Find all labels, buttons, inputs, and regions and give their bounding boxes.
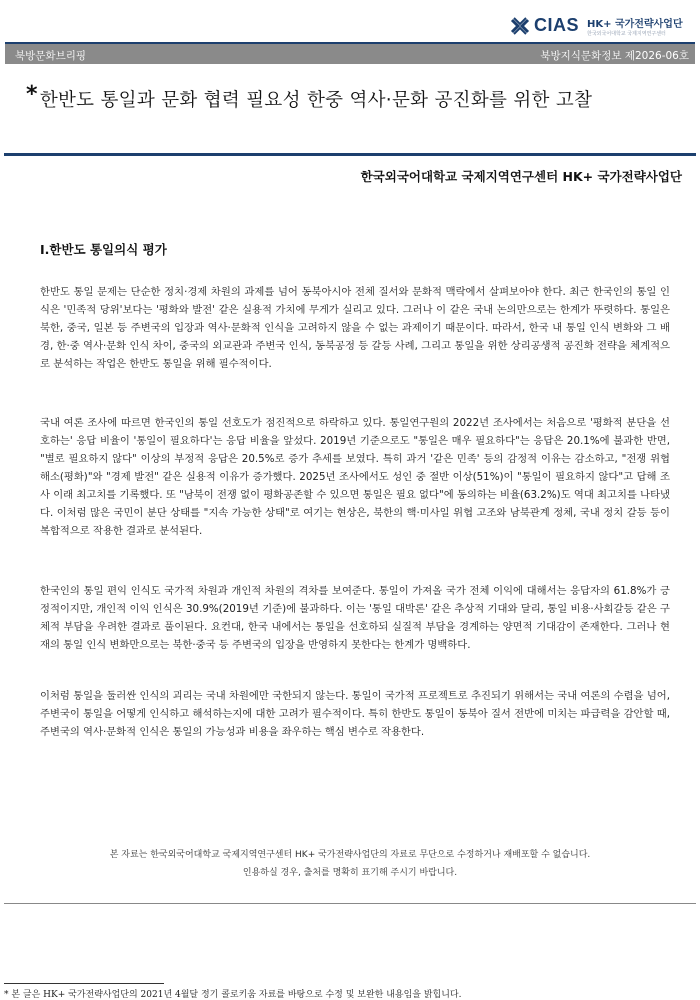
paragraph-1: 한반도 통일 문제는 단순한 정치·경제 차원의 과제를 넘어 동북아시아 전체 질서와 문화적 맥락에서 살펴보아야 한다. 최근 한국인의 통일 인식은 '민족적 당위'보다는 '평화와 발전' 같은 실용적 가치에 무게가 실리고 있다. 그러나 이 같은 국내 논의만으로는 한계가 뚜렷하다. 통일은 북한, 중국, 일본 등 주변국의 입장과 역사·문화적 인식을 고려하지 않을 수 없는 과제이기 때문이다. 따라서, 한국 내 통일 인식 변화와 그 배경, 한·중 역사·문화 인식 차이, 중국의 외교관과 주변국 인식, 동북공정 등 갈등 사례, 그리고 통일을 위한 상리공생적 공진화 전략을 체계적으로 분석하는 작업은 한반도 통일을 위해 필수적이다. [40, 286, 670, 370]
series-name: 북방문화브리핑 [15, 50, 87, 62]
cias-logo [508, 12, 688, 42]
paragraph-4: 이처럼 통일을 둘러싼 인식의 괴리는 국내 차원에만 국한되지 않는다. 통일이 국가적 프로젝트로 추진되기 위해서는 국내 여론의 수렴을 넘어, 주변국이 통일을 어떻게 인식하고 해석하는지에 대한 고려가 필수적이다. 특히 한반도 통일이 동북아 질서 전반에 미치는 파급력을 감안할 때, 주변국의 역사·문화적 인식은 통일의 가능성과 비용을 좌우하는 핵심 변수로 작용한다. [40, 690, 670, 738]
footnote: * 본 글은 HK+ 국가전략사업단의 2021년 4월달 정기 콜로키움 자료를 바탕으로 수정 및 보완한 내용임을 밝힙니다. [4, 990, 462, 1000]
logo-name: HK+ 국가전략사업단 [587, 19, 683, 30]
author-line: 한국외국어대학교 국제지역연구센터 HK+ 국가전략사업단 [360, 169, 682, 184]
notice-line-1: 본 자료는 한국외국어대학교 국제지역연구센터 HK+ 국가전략사업단의 자료로 무단으로 수정하거나 재배포할 수 없습니다. [109, 850, 591, 860]
paragraph-2: 국내 여론 조사에 따르면 한국인의 통일 선호도가 점진적으로 하락하고 있다. 통일연구원의 2022년 조사에서는 처음으로 '평화적 분단을 선호하는' 응답 비율이 '통일이 필요하다'는 응답 비율을 앞섰다. 2019년 기준으로도 "통일은 매우 필요하다"는 응답은 20.1%에 불과한 반면, "별로 필요하지 않다" 이상의 부정적 응답은 20.5%로 증가 추세를 보였다. 특히 과거 '같은 민족' 등의 감정적 이유는 감소하고, "전쟁 위협 해소(평화)"와 "경제 발전" 같은 실용적 이유가 증가했다. 2025년 조사에서도 성인 중 절반 이상(51%)이 "통일이 필요하지 않다"고 답해 조사 이래 최고치를 기록했다. 또 "남북이 전쟁 없이 평화공존할 수 있으면 통일은 필요 없다"에 동의하는 비율(63.2%)도 역대 최고치를 나타냈다. 이처럼 많은 국민이 분단 상태를 "지속 가능한 상태"로 여기는 현상은, 북한의 핵·미사일 위협 고조와 남북관계 정체, 국내 정치 갈등 등이 복합적으로 작용한 결과로 분석된다. [40, 417, 670, 537]
notice-line-2: 인용하실 경우, 출처를 명확히 표기해 주시기 바랍니다. [242, 868, 458, 878]
issue-number: 북방지식문화정보 제2026-06호 [540, 50, 689, 62]
title-text: 한반도 통일과 문화 협력 필요성 한중 역사·문화 공진화를 위한 고찰 [39, 90, 593, 111]
logo-brand: CIAS [534, 15, 580, 35]
section-heading: Ⅰ.한반도 통일의식 평가 [40, 242, 167, 257]
page-title [26, 82, 686, 112]
notice-divider [4, 903, 696, 904]
cias-emblem-icon [508, 14, 532, 38]
title-footnote-marker: * [26, 82, 38, 107]
footnote-rule [4, 983, 164, 984]
paragraph-3: 한국인의 통일 편익 인식도 국가적 차원과 개인적 차원의 격차를 보여준다. 통일이 가져올 국가 전체 이익에 대해서는 응답자의 61.8%가 긍정적이지만, 개인적 이익 인식은 30.9%(2019년 기준)에 불과하다. 이는 '통일 대박론' 같은 추상적 기대와 달리, 통일 비용·사회갈등 같은 구체적 부담을 우려한 결과로 풀이된다. 요컨대, 한국 내에서는 통일을 선호하되 실질적 부담을 경계하는 양면적 기대감이 존재한다. 그러나 현재의 통일 인식 변화만으로는 북한·중국 등 주변국의 입장을 반영하지 못한다는 한계가 명백하다. [40, 585, 670, 651]
logo-subtitle: 한국외국어대학교 국제지역연구센터 [587, 31, 666, 37]
copyright-notice [0, 846, 700, 882]
title-divider [4, 153, 696, 156]
header-bar [5, 44, 695, 64]
